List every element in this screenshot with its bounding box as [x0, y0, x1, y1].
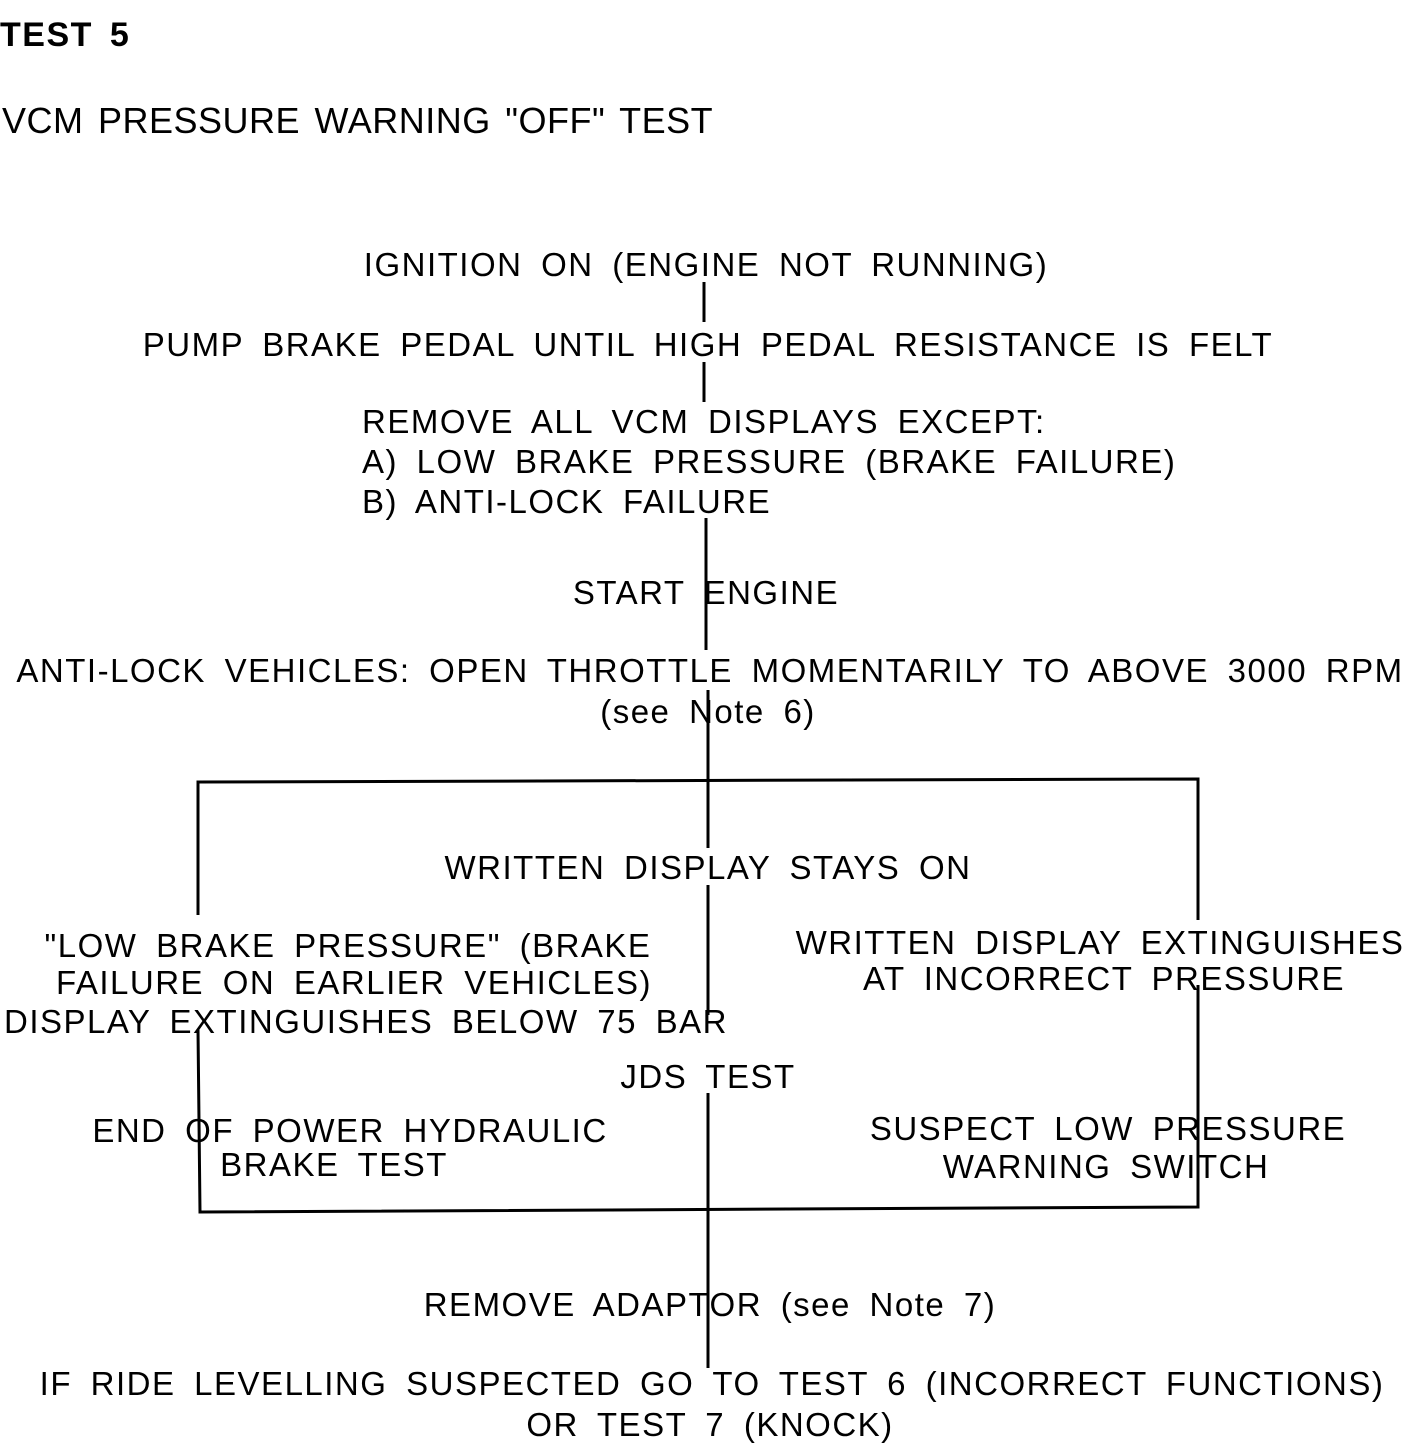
- result-end-of-test-line2: BRAKE TEST: [220, 1146, 448, 1183]
- result-end-of-test-line1: END OF POWER HYDRAULIC: [92, 1112, 608, 1149]
- decision-right-line2: AT INCORRECT PRESSURE: [862, 960, 1346, 997]
- decision-right-line1: WRITTEN DISPLAY EXTINGUISHES: [795, 924, 1405, 961]
- step-ride-levelling-line2: OR TEST 7 (KNOCK): [526, 1406, 894, 1443]
- step-ignition-on: IGNITION ON (ENGINE NOT RUNNING): [363, 246, 1049, 283]
- test-number: TEST 5: [0, 16, 131, 54]
- result-suspect-switch-line2: WARNING SWITCH: [942, 1148, 1270, 1185]
- step-remove-adaptor: REMOVE ADAPTOR (see Note 7): [423, 1286, 997, 1323]
- decision-left-line2: FAILURE ON EARLIER VEHICLES): [56, 964, 652, 1001]
- step-remove-displays-line2: A) LOW BRAKE PRESSURE (BRAKE FAILURE): [362, 443, 1177, 480]
- decision-left-line1: "LOW BRAKE PRESSURE" (BRAKE: [44, 927, 652, 964]
- step-start-engine: START ENGINE: [572, 574, 840, 611]
- step-ride-levelling-line1: IF RIDE LEVELLING SUSPECTED GO TO TEST 6 (INCORRECT FUNCTIONS): [39, 1365, 1385, 1402]
- step-pump-brake-pedal: PUMP BRAKE PEDAL UNTIL HIGH PEDAL RESISTANCE IS FELT: [142, 326, 1274, 363]
- step-remove-displays-line1: REMOVE ALL VCM DISPLAYS EXCEPT:: [362, 403, 1046, 440]
- step-open-throttle-note: (see Note 6): [600, 693, 816, 730]
- result-suspect-switch-line1: SUSPECT LOW PRESSURE: [869, 1110, 1347, 1147]
- step-remove-displays-line3: B) ANTI-LOCK FAILURE: [362, 483, 772, 520]
- decision-display-stays-on: WRITTEN DISPLAY STAYS ON: [444, 849, 972, 886]
- decision-left-line3: DISPLAY EXTINGUISHES BELOW 75 BAR: [4, 1003, 728, 1040]
- page-title: VCM PRESSURE WARNING "OFF" TEST: [2, 100, 714, 141]
- step-open-throttle: ANTI-LOCK VEHICLES: OPEN THROTTLE MOMENTARILY TO ABOVE 3000 RPM: [16, 652, 1404, 689]
- result-jds-test: JDS TEST: [620, 1058, 796, 1095]
